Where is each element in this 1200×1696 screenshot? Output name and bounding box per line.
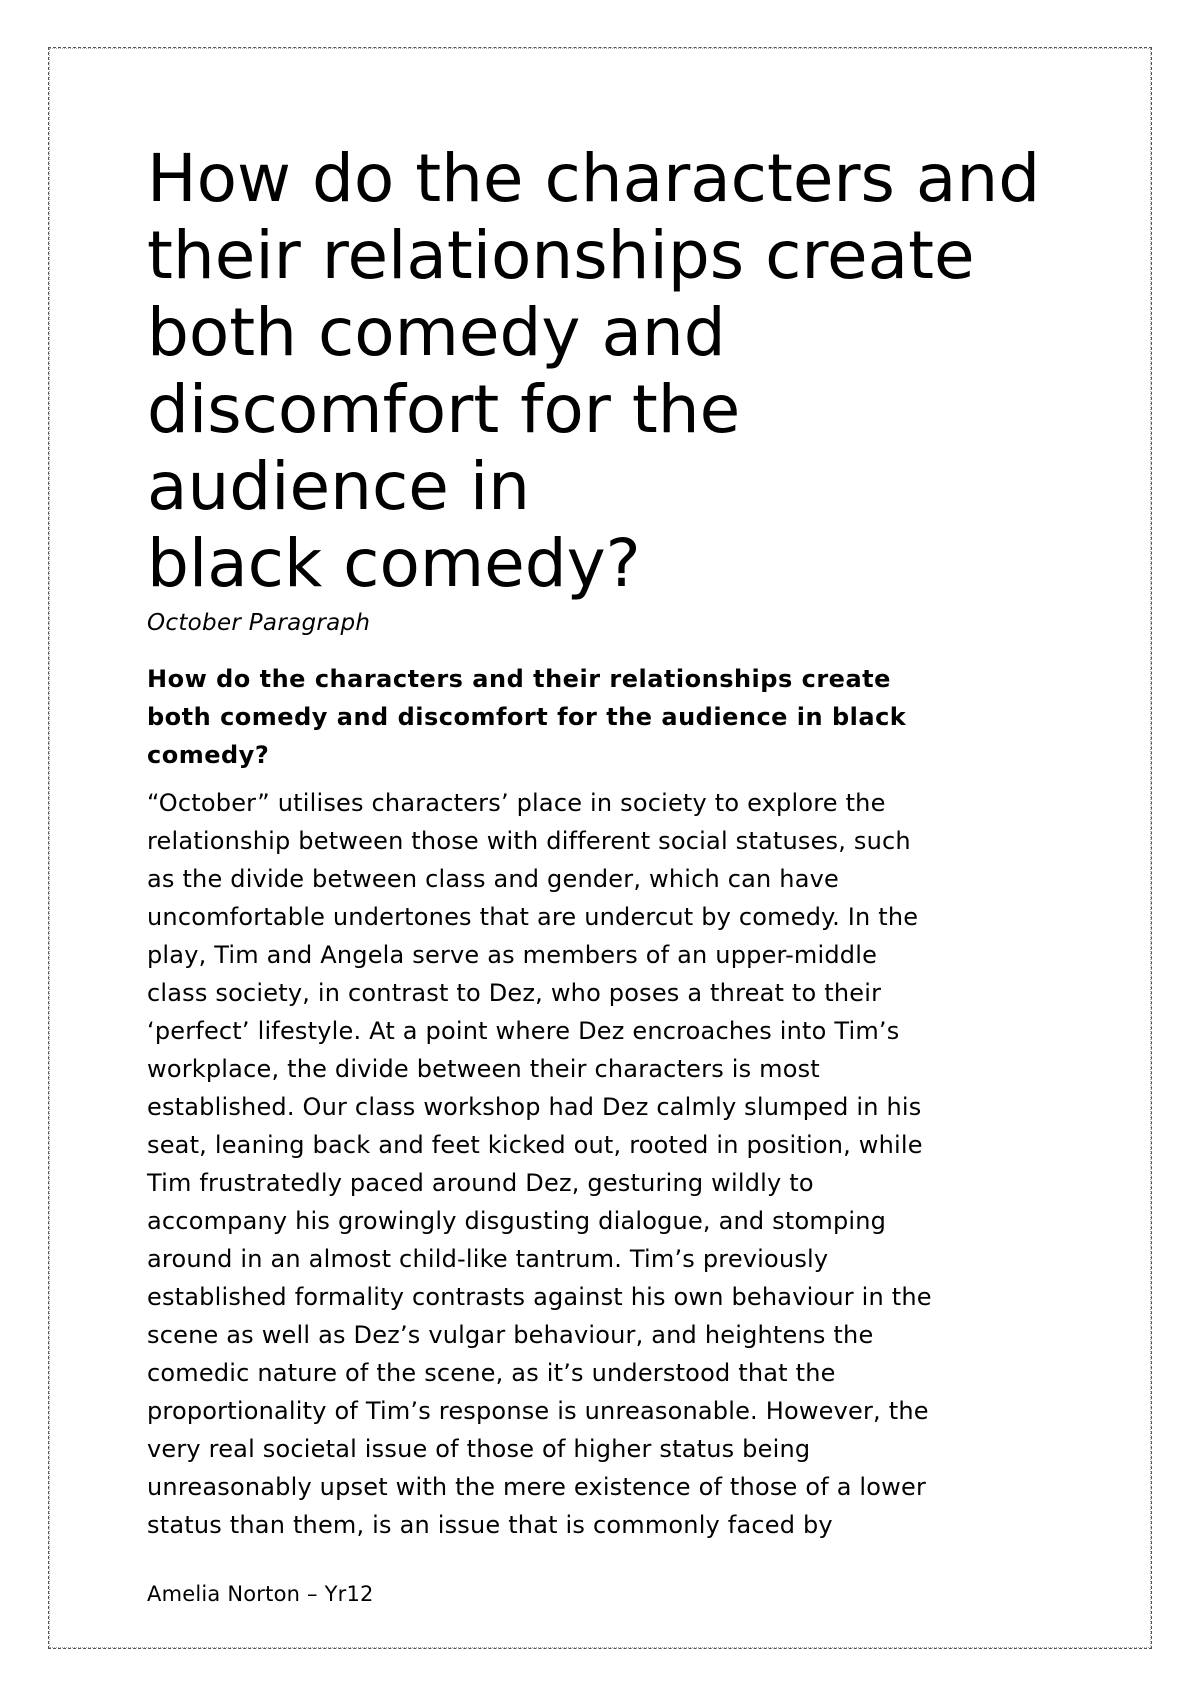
body-line: as the divide between class and gender, which can have (147, 865, 839, 893)
body-line: seat, leaning back and feet kicked out, rooted in position, while (147, 1131, 923, 1159)
body-line: around in an almost child-like tantrum. Tim’s previously (147, 1245, 829, 1273)
body-line: accompany his growingly disgusting dialogue, and stomping (147, 1207, 887, 1235)
body-line: “October” utilises characters’ place in society to explore the (147, 789, 886, 817)
question-line: comedy? (147, 741, 270, 769)
title-line: black comedy? (147, 525, 641, 602)
subtitle: October Paragraph (147, 610, 371, 636)
body-line: uncomfortable undertones that are undercut by comedy. In the (147, 903, 919, 931)
title-line: audience in (147, 448, 530, 525)
body-line: class society, in contrast to Dez, who poses a threat to their (147, 979, 882, 1007)
body-line: established. Our class workshop had Dez calmly slumped in his (147, 1093, 922, 1121)
title-line: discomfort for the (147, 371, 741, 448)
body-line: workplace, the divide between their characters is most (147, 1055, 820, 1083)
body-line: ‘perfect’ lifestyle. At a point where Dez encroaches into Tim’s (147, 1017, 900, 1045)
question-line: How do the characters and their relationships create (147, 665, 891, 693)
question-heading (147, 660, 1077, 774)
body-line: relationship between those with different social statuses, such (147, 827, 911, 855)
body-line: very real societal issue of those of higher status being (147, 1435, 811, 1463)
title-line: both comedy and (147, 294, 726, 371)
title-line: How do the characters and (147, 140, 1041, 217)
body-line: established formality contrasts against his own behaviour in the (147, 1283, 932, 1311)
page-title (147, 140, 1077, 602)
body-paragraph (147, 784, 1077, 1544)
body-line: play, Tim and Angela serve as members of an upper-middle (147, 941, 878, 969)
page-footer: Amelia Norton – Yr12 (147, 1582, 374, 1606)
title-line: their relationships create (147, 217, 975, 294)
body-line: proportionality of Tim’s response is unreasonable. However, the (147, 1397, 929, 1425)
document-content (147, 140, 1077, 1544)
body-line: unreasonably upset with the mere existence of those of a lower (147, 1473, 927, 1501)
body-line: scene as well as Dez’s vulgar behaviour, and heightens the (147, 1321, 874, 1349)
body-line: status than them, is an issue that is commonly faced by (147, 1511, 833, 1539)
question-line: both comedy and discomfort for the audience in black (147, 703, 907, 731)
body-line: Tim frustratedly paced around Dez, gesturing wildly to (147, 1169, 814, 1197)
body-line: comedic nature of the scene, as it’s understood that the (147, 1359, 836, 1387)
